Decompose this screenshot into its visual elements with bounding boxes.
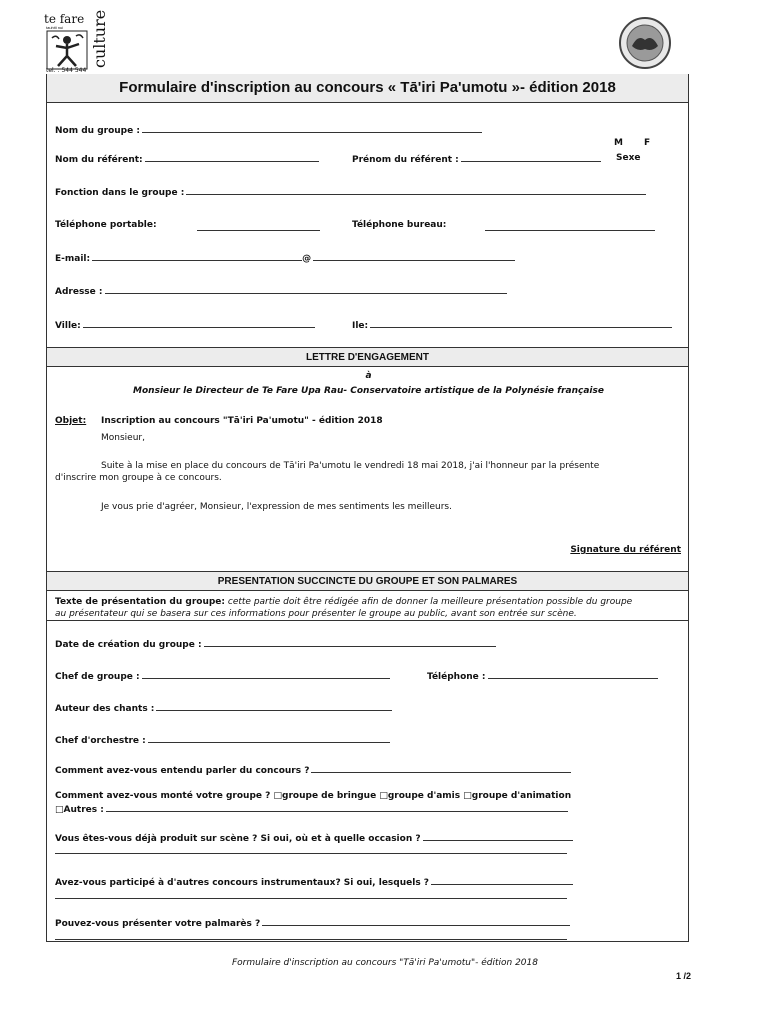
engagement-a: à: [365, 371, 372, 381]
other-option-line[interactable]: [106, 803, 568, 812]
group-leader-line[interactable]: [142, 670, 390, 679]
island-label: Ile:: [352, 321, 369, 331]
referent-signature[interactable]: Signature du référent: [570, 545, 681, 555]
other-contests-label: Avez-vous participé à d'autres concours instrumentaux? Si oui, lesquels ?: [55, 878, 430, 888]
email-field[interactable]: [55, 252, 515, 264]
palmares-line2[interactable]: [55, 939, 567, 940]
te-fare-culture-logo: [44, 8, 114, 74]
group-formation-label: Comment avez-vous monté votre groupe ?: [55, 791, 271, 801]
option-animation-label: groupe d'animation: [471, 791, 572, 801]
presentation-intro: [55, 596, 685, 620]
option-bringue-checkbox[interactable]: □: [273, 791, 283, 801]
palmares-label: Pouvez-vous présenter votre palmarès ?: [55, 919, 261, 929]
city-line[interactable]: [83, 319, 315, 328]
songwriter-line[interactable]: [156, 702, 392, 711]
songwriter-label: Auteur des chants :: [55, 704, 155, 714]
city-label: Ville:: [55, 321, 81, 331]
referent-firstname-label: Prénom du référent :: [352, 155, 459, 165]
mobile-phone-label: Téléphone portable:: [55, 220, 157, 230]
group-name-field[interactable]: [55, 124, 482, 136]
office-phone-line[interactable]: [485, 230, 655, 231]
logo-telephone: tel. : 544 544: [46, 67, 87, 74]
page-footer: Formulaire d'inscription au concours "Tā'iri Pa'umotu"- édition 2018: [232, 958, 538, 968]
object-label: Objet:: [55, 416, 87, 426]
stage-experience-label: Vous êtes-vous déjà produit sur scène ? Si oui, où et à quelle occasion ?: [55, 834, 421, 844]
heard-about-label: Comment avez-vous entendu parler du concours ?: [55, 766, 310, 776]
leader-phone-label: Téléphone :: [427, 672, 486, 682]
heard-about-line[interactable]: [311, 764, 571, 773]
engagement-body-line2: d'inscrire mon groupe à ce concours.: [55, 473, 222, 483]
option-bringue-label: groupe de bringue: [282, 791, 377, 801]
sex-f[interactable]: F: [644, 138, 651, 148]
presentation-intro-label: Texte de présentation du groupe:: [55, 597, 226, 607]
object-text: Inscription au concours "Tā'iri Pa'umotu" - édition 2018: [101, 416, 383, 426]
referent-firstname-line[interactable]: [461, 153, 601, 162]
engagement-closing: Je vous prie d'agréer, Monsieur, l'expression de mes sentiments les meilleurs.: [101, 502, 452, 512]
email-domain-line[interactable]: [313, 252, 515, 261]
logo-subtext: tauhiti nui: [46, 25, 64, 30]
creation-date-field[interactable]: [55, 638, 496, 650]
form-title: Formulaire d'inscription au concours « Tā'iri Pa'umotu »- édition 2018: [47, 74, 688, 103]
group-name-line[interactable]: [142, 124, 482, 133]
engagement-heading: LETTRE D'ENGAGEMENT: [47, 347, 688, 367]
other-contests-line[interactable]: [431, 876, 573, 885]
email-label: E-mail:: [55, 254, 91, 264]
email-user-line[interactable]: [92, 252, 302, 261]
presentation-intro-text1: cette partie doit être rédigée afin de donner la meilleure présentation possible du groupe: [227, 597, 633, 607]
option-amis-checkbox[interactable]: □: [379, 791, 388, 801]
sex-m[interactable]: M: [614, 138, 623, 148]
leader-phone-line[interactable]: [488, 670, 658, 679]
group-role-label: Fonction dans le groupe :: [55, 188, 185, 198]
other-option-field[interactable]: [55, 803, 568, 815]
songwriter-field[interactable]: [55, 702, 392, 714]
creation-date-line[interactable]: [204, 638, 496, 647]
option-animation-checkbox[interactable]: □: [463, 791, 472, 801]
referent-firstname-field[interactable]: [352, 153, 601, 165]
conductor-line[interactable]: [148, 734, 390, 743]
conservatoire-seal-icon: [618, 16, 672, 70]
group-name-label: Nom du groupe :: [55, 126, 140, 136]
group-leader-label: Chef de groupe :: [55, 672, 140, 682]
palmares-field[interactable]: [55, 917, 570, 929]
engagement-body-line1: Suite à la mise en place du concours de Tā'iri Pa'umotu le vendredi 18 mai 2018, j'ai l'honneur par la présente: [101, 461, 600, 471]
referent-name-line[interactable]: [145, 153, 319, 162]
address-line[interactable]: [105, 285, 507, 294]
presentation-intro-text2: au présentateur qui se basera sur ces informations pour présenter le groupe au public, avant son entrée sur scène.: [55, 609, 577, 619]
referent-name-label: Nom du référent:: [55, 155, 143, 165]
island-line[interactable]: [370, 319, 672, 328]
engagement-recipient: Monsieur le Directeur de Te Fare Upa Rau- Conservatoire artistique de la Polynésie française: [133, 386, 604, 396]
form-frame: [46, 74, 689, 942]
logo-culture-text: culture: [90, 9, 109, 68]
dancer-logo-icon: [46, 30, 88, 70]
other-contests-line2[interactable]: [55, 898, 567, 899]
city-field[interactable]: [55, 319, 315, 331]
group-formation-field[interactable]: [55, 791, 571, 801]
referent-name-field[interactable]: [55, 153, 319, 165]
email-at: @: [302, 254, 312, 264]
page-number: 1 /2: [676, 971, 692, 981]
group-role-line[interactable]: [186, 186, 646, 195]
logo-text: te fare: [44, 12, 85, 26]
leader-phone-field[interactable]: [427, 670, 658, 682]
stage-experience-line2[interactable]: [55, 853, 567, 854]
sex-label: Sexe: [616, 153, 641, 163]
option-amis-label: groupe d'amis: [387, 791, 461, 801]
palmares-line[interactable]: [262, 917, 570, 926]
office-phone-label: Téléphone bureau:: [352, 220, 447, 230]
address-field[interactable]: [55, 285, 507, 297]
stage-experience-line[interactable]: [423, 832, 573, 841]
heard-about-field[interactable]: [55, 764, 571, 776]
group-role-field[interactable]: [55, 186, 646, 198]
mobile-phone-line[interactable]: [197, 230, 320, 231]
other-contests-field[interactable]: [55, 876, 573, 888]
conductor-label: Chef d'orchestre :: [55, 736, 146, 746]
option-other-label: Autres :: [63, 805, 104, 815]
island-field[interactable]: [352, 319, 672, 331]
creation-date-label: Date de création du groupe :: [55, 640, 202, 650]
stage-experience-field[interactable]: [55, 832, 573, 844]
option-other-checkbox[interactable]: □: [55, 805, 64, 815]
conductor-field[interactable]: [55, 734, 390, 746]
presentation-heading: PRESENTATION SUCCINCTE DU GROUPE ET SON PALMARES: [47, 571, 688, 591]
salutation: Monsieur,: [101, 433, 145, 443]
presentation-divider: [47, 620, 688, 621]
address-label: Adresse :: [55, 287, 103, 297]
group-leader-field[interactable]: [55, 670, 390, 682]
